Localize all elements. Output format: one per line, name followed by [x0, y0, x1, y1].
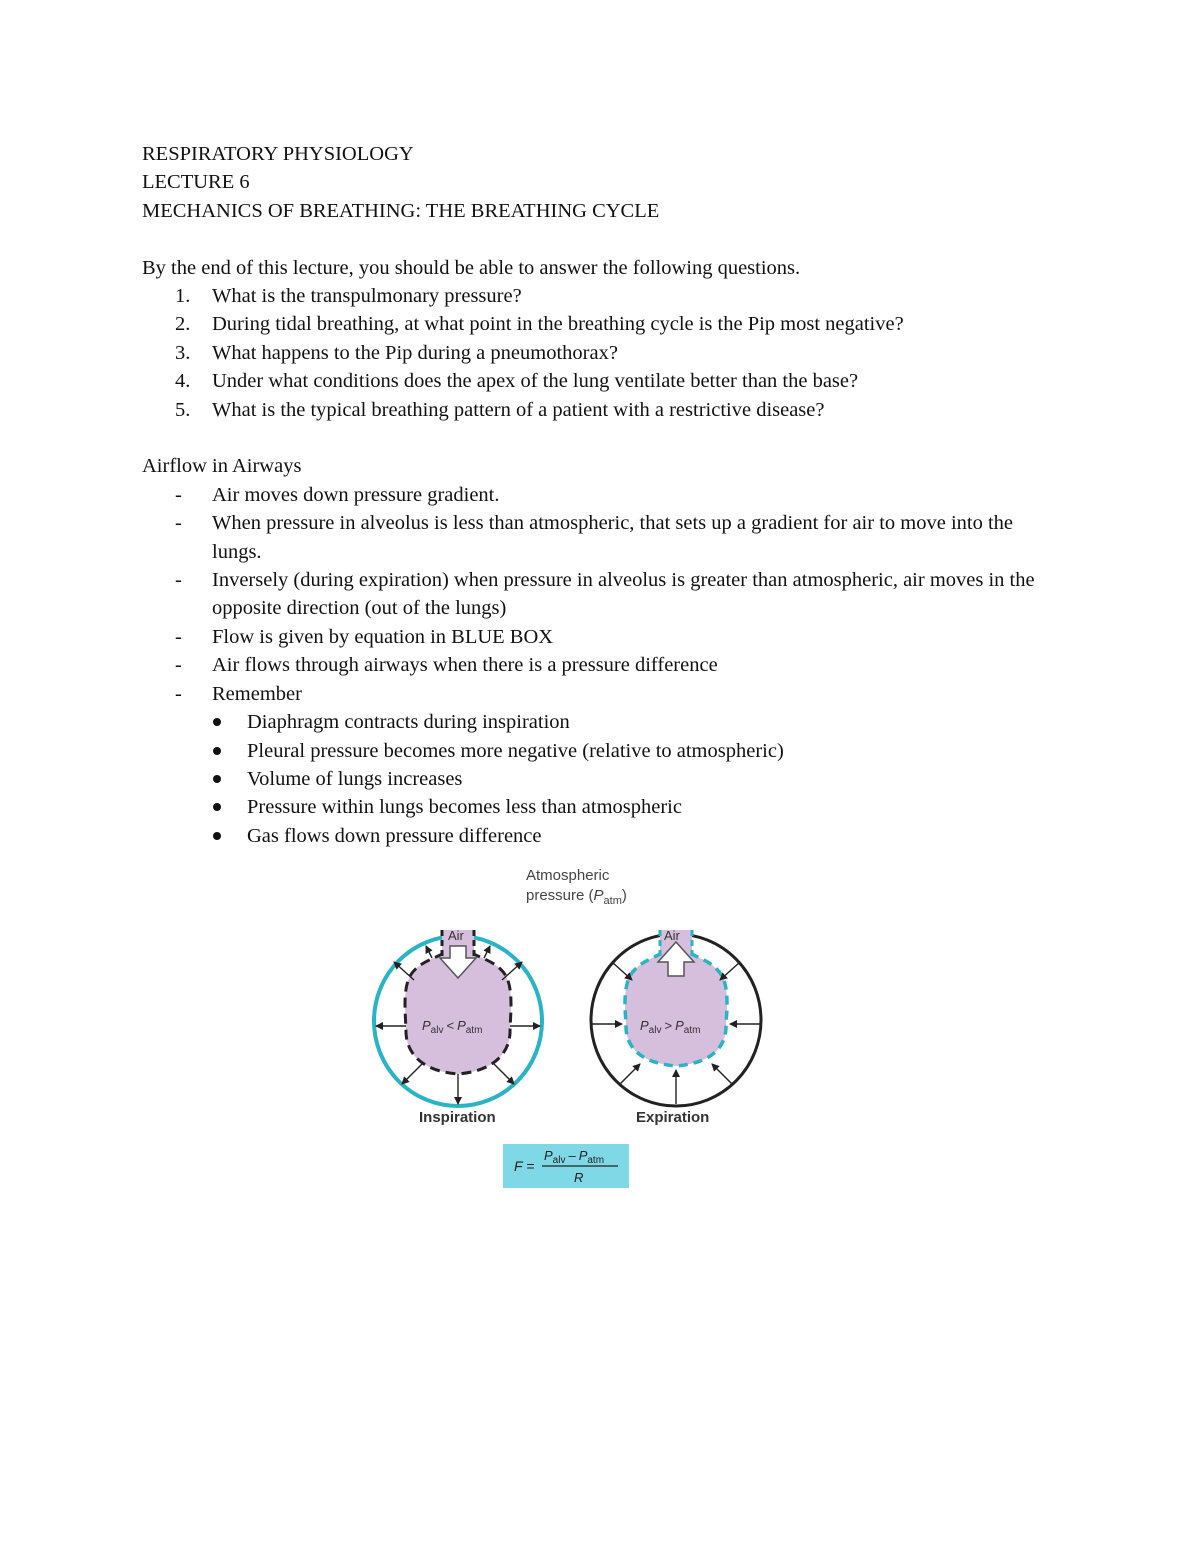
lecture-title: MECHANICS OF BREATHING: THE BREATHING CYCLE — [142, 199, 660, 222]
dash-marker: - — [175, 625, 182, 648]
airflow-point — [142, 623, 1062, 651]
objectives-intro: By the end of this lecture, you should be able to answer the following questions. — [142, 256, 801, 279]
relation-symbol: < — [446, 1018, 455, 1033]
objective-item — [142, 310, 1062, 338]
objective-text: Under what conditions does the apex of the lung ventilate better than the base? — [212, 370, 859, 393]
inspiration-air-label: Air — [448, 928, 464, 943]
objective-number: 2. — [175, 313, 191, 336]
airflow-point-text: When pressure in alveolus is less than atmospheric, that sets up a gradient for air to move into the lungs. — [212, 512, 1014, 563]
remember-bullet — [142, 765, 1062, 793]
objective-number: 1. — [175, 285, 191, 308]
p-symbol: P — [422, 1018, 431, 1033]
expansion-arrow-icon — [494, 1064, 514, 1084]
document-body — [142, 140, 1062, 850]
remember-bullet — [142, 737, 1062, 765]
compression-arrow-icon — [712, 1064, 732, 1084]
dash-marker: - — [175, 654, 182, 677]
objective-text: What is the typical breathing pattern of a patient with a restrictive disease? — [212, 398, 825, 421]
objective-item — [142, 339, 1062, 367]
objective-number: 4. — [175, 370, 191, 393]
airflow-point-text: Air moves down pressure gradient. — [212, 483, 500, 506]
atm-label-sub: atm — [603, 895, 622, 907]
atm-label-prefix: pressure ( — [526, 887, 594, 904]
remember-bullet — [142, 708, 1062, 736]
spacer — [142, 225, 1062, 253]
objective-text: What is the transpulmonary pressure? — [212, 285, 522, 308]
objective-number: 5. — [175, 398, 191, 421]
airflow-point — [142, 566, 1052, 623]
dash-marker: - — [175, 569, 182, 592]
remember-bullet-text: Pressure within lungs becomes less than atmospheric — [247, 796, 682, 819]
objective-item — [142, 396, 1062, 424]
objective-item — [142, 282, 1062, 310]
objective-item — [142, 367, 1062, 395]
alv-sub: alv — [552, 1155, 566, 1166]
remember-bullet-text: Pleural pressure becomes more negative (relative to atmospheric) — [247, 739, 784, 762]
atm-label-line2 — [526, 887, 627, 907]
expansion-arrow-icon — [502, 962, 522, 980]
expansion-arrow-icon — [484, 946, 490, 958]
expiration-label: Expiration — [636, 1109, 710, 1126]
atm-sub: atm — [587, 1155, 605, 1166]
atm-label-line1: Atmospheric — [526, 867, 610, 884]
airflow-point — [142, 481, 1062, 509]
dash-marker: - — [175, 512, 182, 535]
remember-bullet-text: Gas flows down pressure difference — [247, 824, 542, 847]
airflow-point — [142, 509, 1052, 566]
equation-denominator: R — [574, 1170, 584, 1185]
expansion-arrow-icon — [426, 946, 432, 958]
flow-equation-box — [503, 1144, 629, 1188]
remember-bullet-text: Volume of lungs increases — [247, 767, 463, 790]
compression-arrow-icon — [612, 962, 632, 980]
bullet-dot-icon — [213, 832, 221, 840]
course-title: RESPIRATORY PHYSIOLOGY — [142, 143, 414, 165]
p-symbol: P — [675, 1018, 684, 1033]
p-symbol: P — [578, 1148, 588, 1163]
breathing-diagram — [366, 858, 776, 1192]
compression-arrow-icon — [620, 1064, 640, 1084]
compression-arrow-icon — [720, 962, 740, 980]
expiration-air-label: Air — [664, 928, 680, 943]
remember-bullet-text: Diaphragm contracts during inspiration — [247, 711, 570, 734]
spacer — [142, 424, 1062, 452]
minus-symbol: – — [568, 1148, 576, 1163]
bullet-dot-icon — [213, 775, 221, 783]
bullet-dot-icon — [213, 803, 221, 811]
atm-label-close: ) — [621, 887, 627, 904]
airflow-point-text: Remember — [212, 682, 302, 705]
atm-sub: atm — [465, 1025, 483, 1036]
dash-marker: - — [175, 483, 182, 506]
inspiration-diagram — [374, 928, 542, 1126]
airflow-point-text: Air flows through airways when there is a pressure difference — [212, 654, 718, 677]
objective-number: 3. — [175, 341, 191, 364]
inspiration-label: Inspiration — [419, 1109, 496, 1126]
expansion-arrow-icon — [394, 962, 414, 980]
alv-sub: alv — [648, 1025, 662, 1036]
equation-lhs-text: F = — [514, 1158, 535, 1174]
expansion-arrow-icon — [402, 1064, 422, 1084]
remember-bullet — [142, 793, 1062, 821]
objective-text: During tidal breathing, at what point in the breathing cycle is the Pip most negative? — [212, 313, 904, 336]
objective-text: What happens to the Pip during a pneumothorax? — [212, 341, 618, 364]
alv-sub: alv — [430, 1025, 444, 1036]
airflow-point — [142, 651, 1062, 679]
airflow-point-text: Inversely (during expiration) when pressure in alveolus is greater than atmospheric, air moves in the opposite direction (out of the lungs) — [212, 569, 1035, 620]
airflow-point-text: Flow is given by equation in BLUE BOX — [212, 625, 554, 648]
relation-symbol: > — [664, 1018, 673, 1033]
lecture-number: LECTURE 6 — [142, 171, 250, 194]
p-symbol: P — [640, 1018, 649, 1033]
expiration-diagram — [591, 928, 761, 1126]
atm-label-symbol: P — [593, 887, 604, 904]
atm-sub: atm — [683, 1025, 701, 1036]
equation-lhs — [514, 1158, 534, 1174]
dash-marker: - — [175, 682, 182, 705]
p-symbol: P — [457, 1018, 466, 1033]
airflow-heading: Airflow in Airways — [142, 455, 302, 478]
bullet-dot-icon — [213, 747, 221, 755]
p-symbol: P — [544, 1148, 553, 1163]
airflow-point — [142, 680, 1062, 708]
bullet-dot-icon — [213, 718, 221, 726]
remember-bullet — [142, 822, 1062, 850]
